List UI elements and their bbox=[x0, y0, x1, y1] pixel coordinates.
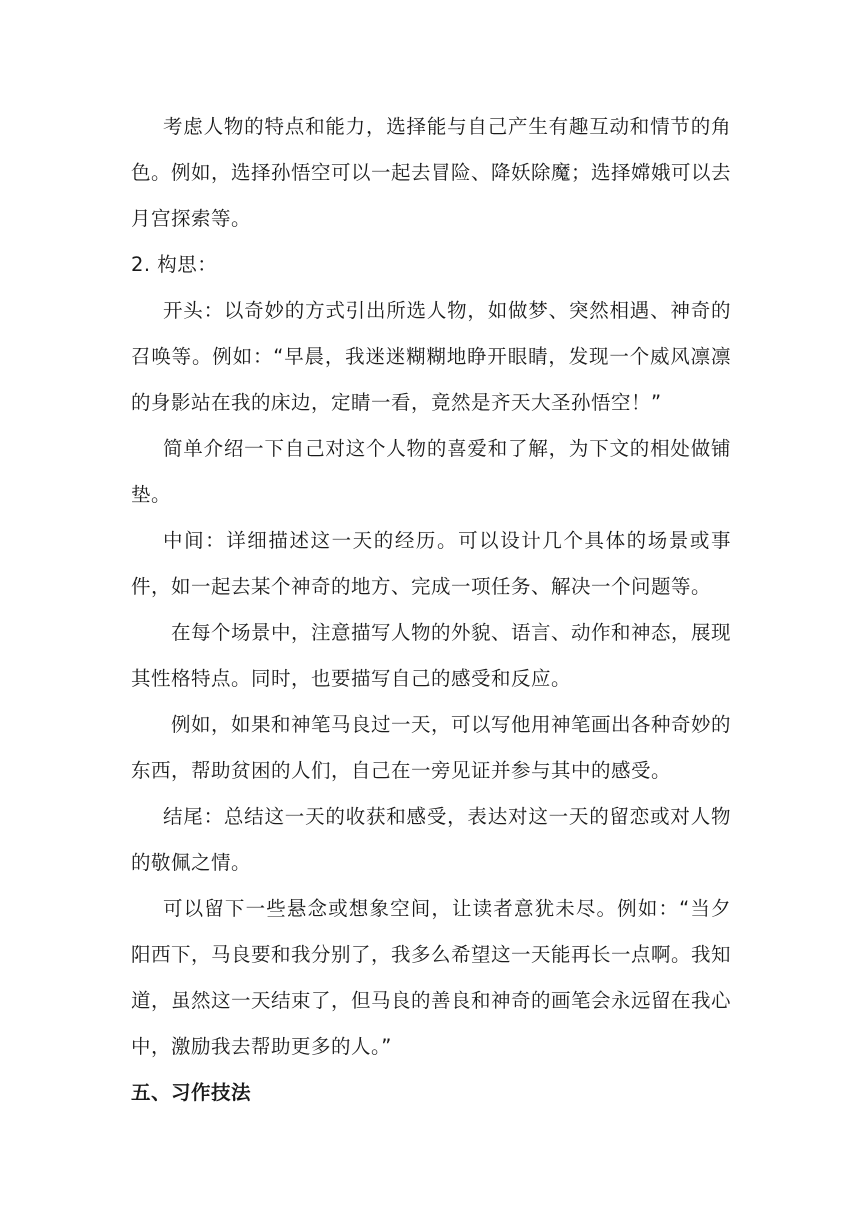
paragraph-suspense: 可以留下一些悬念或想象空间，让读者意犹未尽。例如：“当夕阳西下，马良要和我分别了，我多么希望这一天能再长一点啊。我知道，虽然这一天结束了，但马良的善良和神奇的画笔会永远留在我心中，激励我去帮助更多的人。” bbox=[131, 897, 732, 1058]
document-page bbox=[131, 104, 731, 1116]
paragraph-example-maliang: 例如，如果和神笔马良过一天，可以写他用神笔画出各种奇妙的东西，帮助贫困的人们，自己在一旁见证并参与其中的感受。 bbox=[131, 713, 732, 782]
paragraph-opening: 开头：以奇妙的方式引出所选人物，如做梦、突然相遇、神奇的召唤等。例如：“早晨，我迷迷糊糊地睁开眼睛，发现一个威风凛凛的身影站在我的床边，定睛一看，竟然是齐天大圣孙悟空！” bbox=[131, 299, 731, 414]
paragraph-middle: 中间：详细描述这一天的经历。可以设计几个具体的场景或事件，如一起去某个神奇的地方、完成一项任务、解决一个问题等。 bbox=[131, 529, 731, 598]
paragraph-scene-description: 在每个场景中，注意描写人物的外貌、语言、动作和神态，展现其性格特点。同时，也要描写自己的感受和反应。 bbox=[131, 621, 732, 690]
paragraph-introduction: 简单介绍一下自己对这个人物的喜爱和了解，为下文的相处做铺垫。 bbox=[131, 437, 731, 506]
item-heading-conception: 2. 构思： bbox=[131, 253, 218, 276]
section-heading: 五、习作技法 bbox=[131, 1081, 252, 1104]
paragraph-ending: 结尾：总结这一天的收获和感受，表达对这一天的留恋或对人物的敬佩之情。 bbox=[131, 805, 731, 874]
paragraph-character-choice: 考虑人物的特点和能力，选择能与自己产生有趣互动和情节的角色。例如，选择孙悟空可以一起去冒险、降妖除魔；选择嫦娥可以去月宫探索等。 bbox=[131, 115, 732, 230]
